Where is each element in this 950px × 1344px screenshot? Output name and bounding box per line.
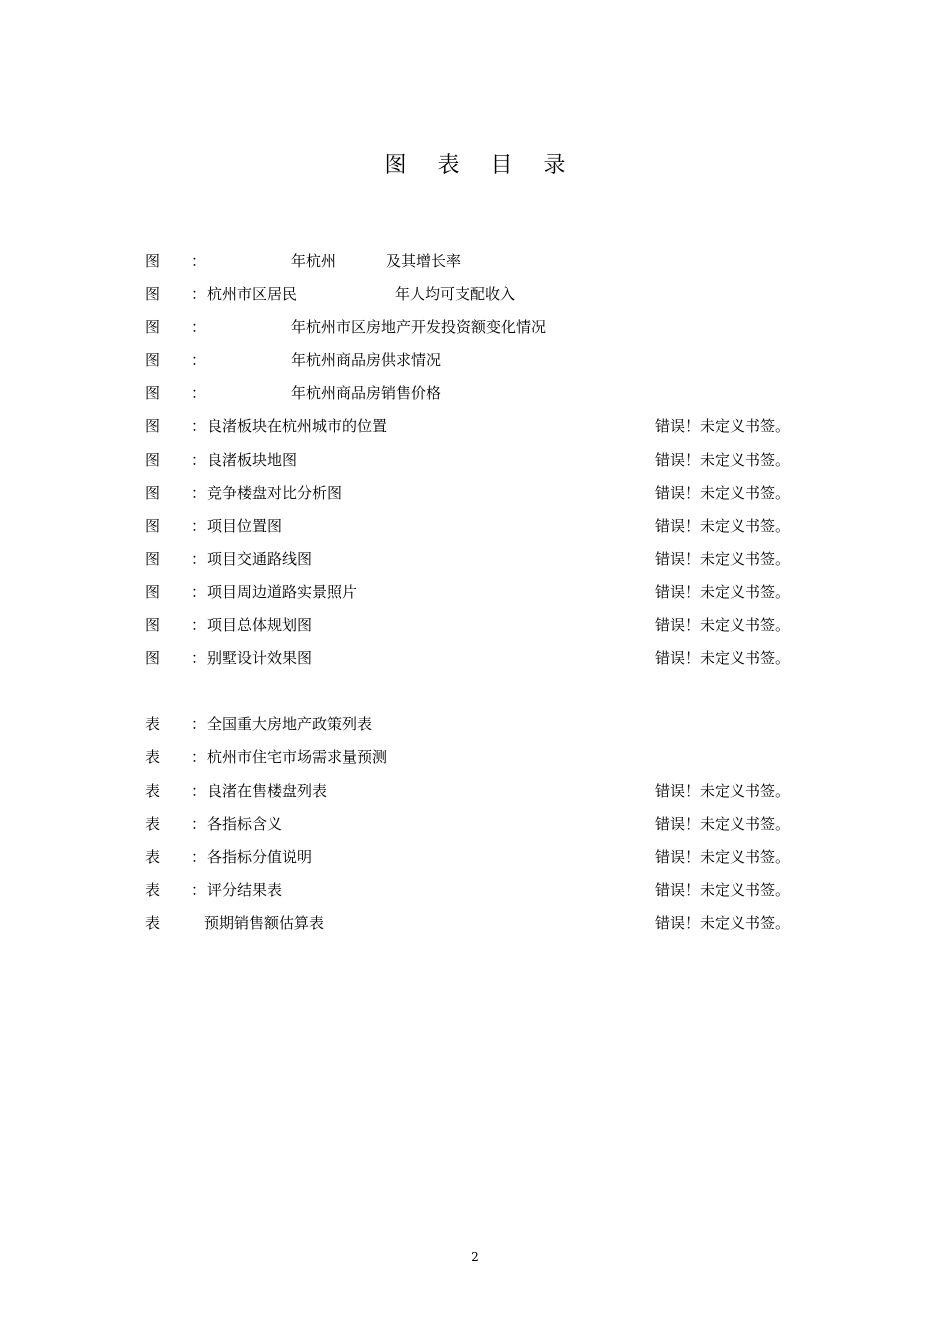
toc-entry-figure[interactable] [145, 410, 825, 443]
toc-kind: 表 [145, 847, 161, 866]
toc-colon: ： [191, 417, 207, 436]
toc-colon: ： [191, 252, 207, 270]
toc-kind: 图 [145, 450, 161, 469]
toc-entry-table[interactable] [145, 841, 825, 874]
page-number: 2 [471, 1250, 479, 1264]
toc-entry-table[interactable] [145, 907, 825, 940]
toc-title-part: 良渚在售楼盘列表 [207, 781, 328, 800]
toc-page-ref: 错误！未定义书签。 [655, 913, 791, 932]
toc-entry-figure[interactable] [145, 477, 825, 510]
toc-kind: 表 [145, 748, 161, 767]
toc-kind: 图 [145, 582, 161, 601]
toc-kind: 图 [145, 384, 161, 403]
toc-title-part: 项目周边道路实景照片 [207, 582, 358, 601]
toc-kind: 表 [145, 913, 161, 932]
toc-kind: 图 [145, 483, 161, 502]
toc-entry-figure[interactable] [145, 510, 825, 543]
toc-entry-figure[interactable] [145, 444, 825, 477]
toc-title-part: 别墅设计效果图 [207, 649, 313, 668]
toc-title-part: 项目位置图 [207, 516, 283, 535]
toc-colon: ： [191, 847, 207, 866]
toc-colon: ： [191, 649, 207, 668]
toc-kind: 图 [145, 318, 161, 337]
toc-entry-figure[interactable] [145, 311, 825, 344]
toc-colon: ： [191, 715, 207, 734]
toc-colon: ： [191, 814, 207, 833]
toc-colon: ： [191, 285, 207, 304]
toc-colon: ： [191, 582, 207, 601]
toc-colon: ： [191, 549, 207, 568]
toc-kind: 图 [145, 417, 161, 436]
toc-colon: ： [191, 450, 207, 469]
toc-kind: 图 [145, 351, 161, 370]
toc-entry-figure[interactable] [145, 609, 825, 642]
toc-title-part: 杭州市住宅市场需求量预测 [207, 748, 388, 767]
toc-colon: ： [191, 384, 207, 403]
toc-kind: 表 [145, 880, 161, 899]
toc-page-ref: 错误！未定义书签。 [655, 417, 791, 436]
toc-title-part: 预期销售额估算表 [204, 913, 325, 932]
toc-entry-table[interactable] [145, 741, 825, 774]
toc-kind: 表 [145, 781, 161, 800]
toc-kind: 表 [145, 715, 161, 734]
toc-title-part: 年杭州商品房供求情况 [291, 351, 442, 370]
toc-colon: ： [191, 616, 207, 635]
toc-page-ref: 错误！未定义书签。 [655, 649, 791, 668]
toc-page-ref: 错误！未定义书签。 [655, 847, 791, 866]
toc-title-part: 杭州市区居民 [207, 285, 298, 304]
toc-colon: ： [191, 781, 207, 800]
toc-title-part: 年杭州市区房地产开发投资额变化情况 [291, 318, 547, 337]
toc-title-part: 项目交通路线图 [207, 549, 313, 568]
toc-list [145, 245, 825, 940]
toc-page-ref: 错误！未定义书签。 [655, 483, 791, 502]
toc-entry-figure[interactable] [145, 543, 825, 576]
toc-entry-figure[interactable] [145, 576, 825, 609]
toc-colon: ： [191, 516, 207, 535]
toc-entry-table[interactable] [145, 775, 825, 808]
toc-entry-figure[interactable] [145, 344, 825, 377]
toc-page-ref: 错误！未定义书签。 [655, 616, 791, 635]
toc-title-part: 全国重大房地产政策列表 [207, 715, 373, 734]
toc-title-part: 项目总体规划图 [207, 616, 313, 635]
toc-page-ref: 错误！未定义书签。 [655, 516, 791, 535]
toc-colon: ： [191, 318, 207, 337]
toc-title-part: 及其增长率 [386, 252, 462, 270]
toc-colon: ： [191, 483, 207, 502]
toc-title-part: 评分结果表 [207, 880, 283, 899]
toc-entry-figure[interactable] [145, 278, 825, 311]
toc-kind: 图 [145, 616, 161, 635]
toc-page-ref: 错误！未定义书签。 [655, 781, 791, 800]
toc-kind: 图 [145, 549, 161, 568]
toc-page-ref: 错误！未定义书签。 [655, 450, 791, 469]
toc-kind: 图 [145, 516, 161, 535]
toc-title-part: 各指标含义 [207, 814, 283, 833]
toc-colon: ： [191, 880, 207, 899]
toc-entry-table[interactable] [145, 708, 825, 741]
toc-kind: 表 [145, 814, 161, 833]
toc-title-part: 竞争楼盘对比分析图 [207, 483, 343, 502]
toc-title-part: 良渚板块在杭州城市的位置 [207, 417, 388, 436]
toc-title-part: 年人均可支配收入 [395, 285, 516, 304]
toc-page-ref: 错误！未定义书签。 [655, 814, 791, 833]
toc-entry-figure[interactable] [145, 377, 825, 410]
toc-title-part: 良渚板块地图 [207, 450, 298, 469]
toc-title-part: 年杭州商品房销售价格 [291, 384, 442, 403]
toc-entry-figure[interactable] [145, 245, 825, 278]
toc-page-ref: 错误！未定义书签。 [655, 582, 791, 601]
toc-entry-table[interactable] [145, 874, 825, 907]
toc-kind: 图 [145, 285, 161, 304]
toc-page-ref: 错误！未定义书签。 [655, 549, 791, 568]
page-title: 图 表 目 录 [384, 153, 578, 178]
toc-kind: 图 [145, 649, 161, 668]
toc-entry-figure[interactable] [145, 642, 825, 675]
toc-kind: 图 [145, 252, 161, 270]
toc-colon: ： [191, 351, 207, 370]
toc-title-part: 各指标分值说明 [207, 847, 313, 866]
section-gap [145, 675, 825, 708]
toc-title-part: 年杭州 [291, 252, 337, 270]
toc-colon: ： [191, 748, 207, 767]
toc-entry-table[interactable] [145, 808, 825, 841]
toc-page-ref: 错误！未定义书签。 [655, 880, 791, 899]
